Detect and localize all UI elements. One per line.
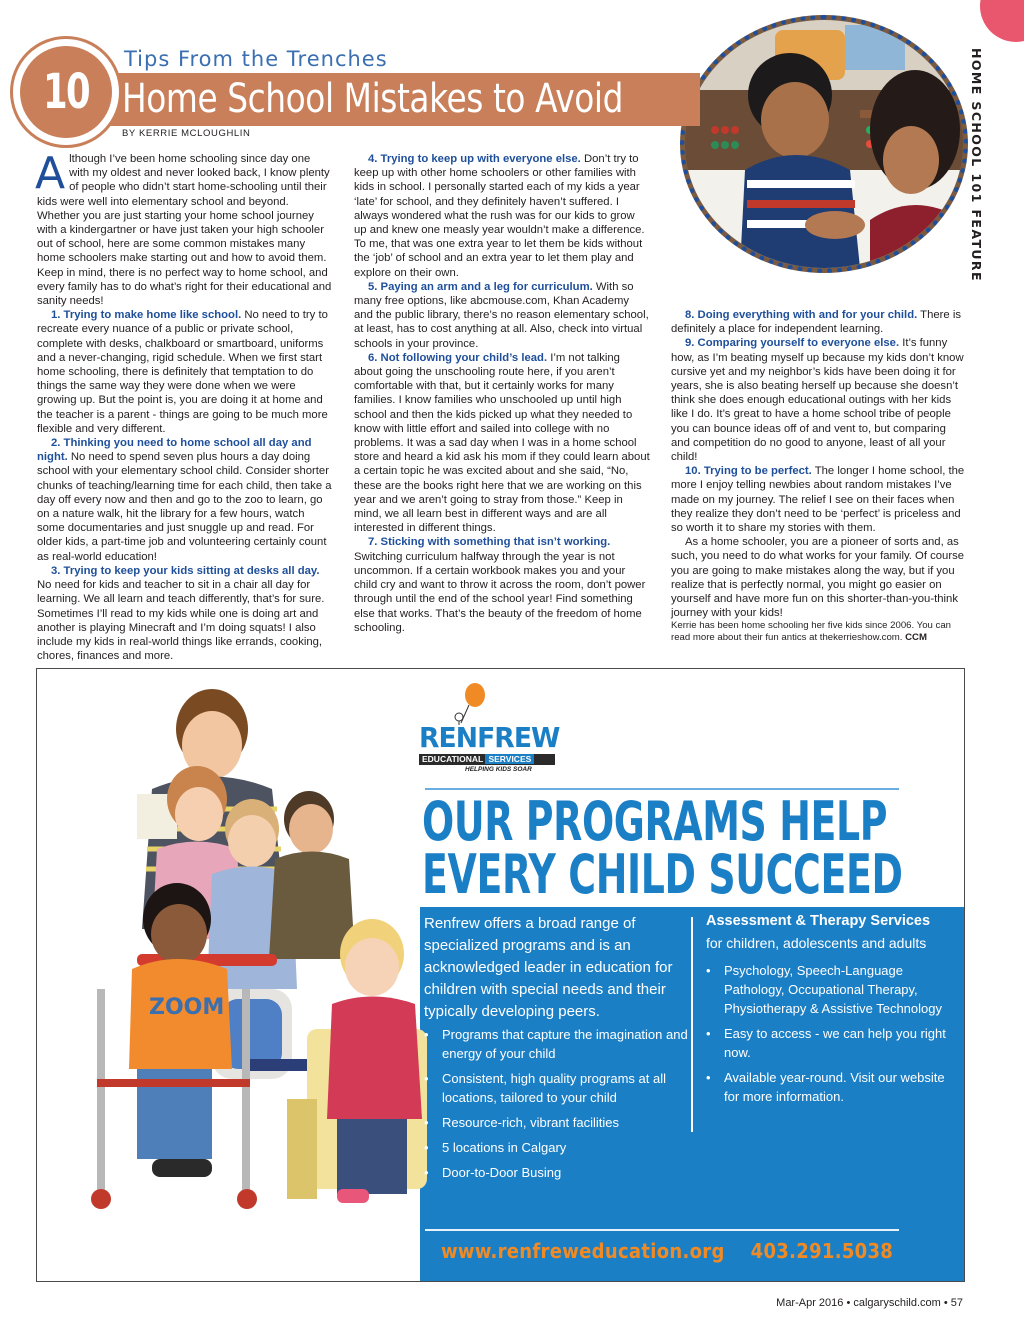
tip-3-heading: 3. Trying to keep your kids sitting at desks all day. <box>51 564 320 577</box>
logo-tagline: HELPING KIDS SOAR <box>465 766 532 773</box>
ad-program-item: • Resource-rich, vibrant facilities <box>424 1113 699 1132</box>
tip-10-body: The longer I home school, the more I enjoy telling newbies about random mistakes I’ve made on my journey. The relief I see on their faces when they realize they don’t need to be ‘perfect’ is priceless and so worth it to share my stories with them. <box>671 465 965 535</box>
badge-number: 10 <box>43 64 89 120</box>
ad-contact <box>441 1239 893 1263</box>
tip-4 <box>354 152 650 280</box>
page-folio: Mar-Apr 2016 • calgaryschild.com • 57 <box>776 1297 963 1309</box>
intro-paragraph <box>35 148 333 308</box>
tip-3 <box>37 564 333 663</box>
tip-5-body: With so many free options, like abcmouse.com, Khan Academy and the public library, there’s no reason elementary school, at least, has to cost anything at all. Also, check into virtual schools in your province. <box>354 280 649 350</box>
tip-7 <box>354 535 650 634</box>
byline: BY KERRIE MCLOUGHLIN <box>122 128 251 139</box>
tip-7-body: Switching curriculum halfway through the year is not uncommon. If a certain workbook makes you and your child cry and want to throw it across the room, don’t power through until the end of the school year! Find something else that works. That’s the beauty of the freedom of home schooling. <box>354 550 646 634</box>
tip-8-body: There is definitely a place for independent learning. <box>671 309 961 336</box>
logo-edu: EDUCATIONAL <box>422 754 484 764</box>
ad-services-heading: Assessment & Therapy Services <box>706 913 931 929</box>
tip-6 <box>354 351 650 536</box>
tip-5-heading: 5. Paying an arm and a leg for curriculum. <box>368 280 593 293</box>
tip-2-heading: 2. Thinking you need to home school all day and night. <box>37 437 312 464</box>
ad-program-item: • Door-to-Door Busing <box>424 1163 699 1182</box>
ad-services-list <box>706 961 961 1112</box>
article-column-2 <box>354 152 650 635</box>
section-label <box>968 48 984 282</box>
corner-decoration <box>980 0 1024 42</box>
page-title: Home School Mistakes to Avoid <box>122 76 623 122</box>
shirt-text: ZOOM <box>149 995 225 1020</box>
closing-paragraph: As a home schooler, you are a pioneer of sorts and, as such, you need to do what works for your family. Of course you are going to make mistakes along the way, but if you realize that is perfectly normal, you might go easier on yourself and have more fun on this shorter-than-you-think journey with your kids! <box>671 536 965 620</box>
photo-illustration <box>685 20 963 268</box>
tip-2-body: No need to spend seven plus hours a day doing school with your elementary school child. Consider shorter chunks of teaching/learning time for each child, then take a day off every now and then and go to the zoo to learn, go on a nature walk, hit the library for a few hours, watch some documentaries and just snuggle up and read. For older kids, a part-time job and volunteering certainly count as real-world education! <box>37 451 332 563</box>
ad-phone[interactable]: 403.291.5038 <box>750 1239 894 1263</box>
tip-1-body: No need to try to recreate every nuance of a public or private school, complete with desks, chalkboard or smartboard, uniforms and a never-changing, rigid schedule. When we first start home schooling, there is definitely that temptation to do things the same way they were done when we were growing up. But the point is, you are doing it at home and the teacher is a parent - things are going to be much more flexible and very different. <box>37 309 328 435</box>
tip-4-heading: 4. Trying to keep up with everyone else. <box>368 153 581 165</box>
tip-9-body: It’s funny how, as I’m beating myself up because my kids don’t know cursive yet and my neighbor’s kids have been doing it for years, she is also beating herself up because she doesn’t think she does enough educational outings with her kids like I do. It’s great to have a home school tribe of people you can bounce ideas off of and vent to, but comparing and competition do no good to anyone, least of all your child! <box>671 337 964 464</box>
tip-2 <box>37 436 333 564</box>
ad-lead-text: Renfrew offers a broad range of specialized programs and is an acknowledged leader in education for children with special needs and their typically developing peers. <box>424 915 673 1020</box>
tip-10 <box>671 464 965 535</box>
ad-service-item: • Available year-round. Visit our website for more information. <box>706 1068 961 1106</box>
tip-6-heading: 6. Not following your child’s lead. <box>368 351 548 364</box>
tip-6-body: I’m not talking about going the unschooling route here, if you aren’t comfortable with that, but it certainly works for many families. I know families who unschooled up until high school and then the kids picked up what they needed to know with little effort and sailed into college with no problems. It was a sad day when I was in a home school store and heard a kid ask his mom if they could learn about a certain topic he was excited about and she said, “No, these are the books right here that we are working on this year and we aren’t going to stray from those.” Keep in mind, we all learn best in different ways and are all interested in different things. <box>354 351 650 535</box>
logo-services: SERVICES <box>485 754 534 764</box>
balloon-icon <box>419 683 559 725</box>
ad-headline-line-1: OUR PROGRAMS HELP <box>422 790 888 853</box>
number-badge-inner <box>20 46 112 138</box>
tip-5 <box>354 280 650 351</box>
tip-3-body: No need for kids and teacher to sit in a chair all day for learning. We all learn and teach differently, that’s for sure. Sometimes I’ll read to my kids while one is doing art and another is playing Minecraft and I’m doing squats! I also include my kids in real-world things like errands, cooking, chores, finances and more. <box>37 579 325 663</box>
logo-brand: RENFREW <box>419 721 560 754</box>
ad-services-subheading: for children, adolescents and adults <box>706 935 927 951</box>
children-photo <box>37 669 427 1282</box>
publication-tag: CCM <box>905 632 927 644</box>
tip-1-heading: 1. Trying to make home like school. <box>51 309 242 322</box>
renfrew-logo <box>419 683 559 773</box>
kicker: Tips From the Trenches <box>124 47 388 71</box>
ad-headline <box>422 790 903 906</box>
renfrew-advertisement <box>36 668 965 1282</box>
ad-website[interactable]: www.renfreweducation.org <box>441 1239 725 1263</box>
tip-10-heading: 10. Trying to be perfect. <box>685 465 812 478</box>
tip-8 <box>671 308 965 336</box>
ad-service-item: • Easy to access - we can help you right now. <box>706 1024 961 1062</box>
tip-4-body: Don’t try to keep up with other home schoolers or other families with kids in school. I personally started each of my kids a year ‘late’ for school, and they definitely haven’t suffered. I always wondered what the rush was for our kids to grow up and knew one measly year wouldn’t make a difference. To me, that was one extra year to let them be kids without the ‘job’ of school and an extra year to let them play and explore on their own. <box>354 153 645 279</box>
ad-program-item: • Programs that capture the imagination and energy of your child <box>424 1025 699 1063</box>
tip-9 <box>671 336 965 464</box>
ad-program-item: • Consistent, high quality programs at all locations, tailored to your child <box>424 1069 699 1107</box>
author-bio <box>671 620 965 644</box>
article-photo <box>680 15 968 273</box>
ad-service-item: • Psychology, Speech-Language Pathology, Occupational Therapy, Physiotherapy & Assistive Technology <box>706 961 961 1018</box>
logo-edu-bar <box>419 754 555 765</box>
author-bio-text: Kerrie has been home schooling her five kids since 2006. You can read more about their fun antics at thekerrieshow.com. <box>671 620 951 644</box>
ad-headline-line-2: EVERY CHILD SUCCEED <box>422 843 903 906</box>
number-badge <box>10 36 122 148</box>
section-label-text: HOME SCHOOL 101 FEATURE <box>969 48 984 282</box>
article-column-1 <box>35 148 333 663</box>
ad-divider <box>691 917 693 1132</box>
tip-8-heading: 8. Doing everything with and for your child. <box>685 309 918 321</box>
intro-text: lthough I’ve been home schooling since day one with my oldest and never looked back, I know plenty of people who didn’t start home-schooling until their kids were well into elementary school and beyond. Whether you are just starting your home school journey with a kindergartner or have just taken your high schooler out of school, here are some common mistakes many home schoolers make starting out and how to avoid them. Keep in mind, there is no perfect way to home school, and every family has to do what’s right for their educational and sanity needs! <box>37 153 332 308</box>
drop-cap: A <box>35 148 66 199</box>
tip-9-heading: 9. Comparing yourself to everyone else. <box>685 337 900 350</box>
tip-1 <box>37 308 333 436</box>
ad-program-list <box>424 1025 699 1188</box>
ad-program-item: • 5 locations in Calgary <box>424 1138 699 1157</box>
article-column-3 <box>671 308 965 644</box>
ad-bottom-rule <box>425 1229 899 1231</box>
tip-7-heading: 7. Sticking with something that isn’t working. <box>368 536 611 549</box>
